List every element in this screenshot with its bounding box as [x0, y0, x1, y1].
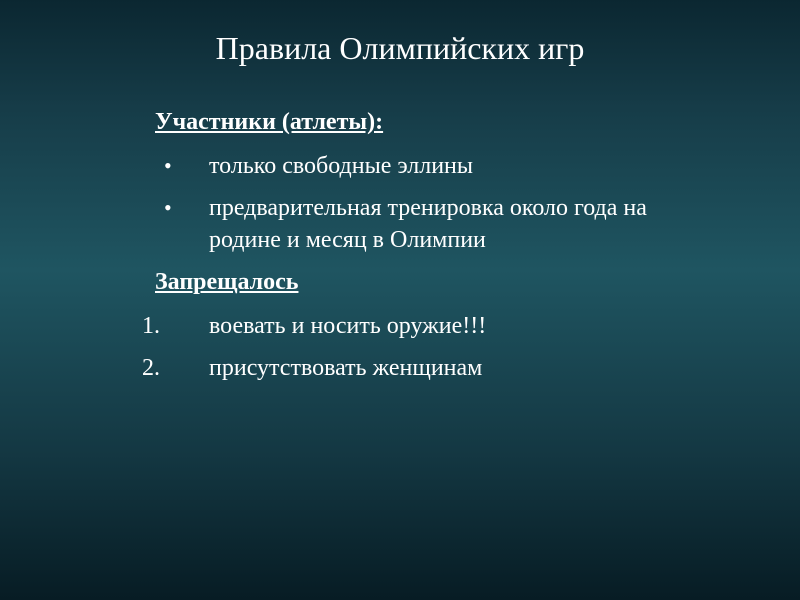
item-number: 2.	[142, 355, 160, 381]
numbered-item	[142, 310, 655, 342]
participants-heading: Участники (атлеты):	[155, 109, 384, 135]
bullet-item	[155, 150, 655, 182]
bullet-icon: •	[164, 195, 172, 220]
slide-title: Правила Олимпийских игр	[215, 30, 585, 66]
numbered-item-text: воевать и носить оружие!!!	[209, 313, 487, 339]
bullet-item	[155, 192, 655, 256]
numbered-item-text: присутствовать женщинам	[209, 355, 483, 381]
item-number: 1.	[142, 313, 160, 339]
prohibited-heading: Запрещалось	[155, 269, 299, 295]
bullet-item-text: предварительная тренировка около года на родине и месяц в Олимпии	[209, 195, 647, 253]
bullet-item-text: только свободные эллины	[209, 153, 474, 179]
bullet-icon: •	[164, 153, 172, 178]
numbered-item	[142, 352, 655, 384]
slide-content	[142, 106, 655, 394]
